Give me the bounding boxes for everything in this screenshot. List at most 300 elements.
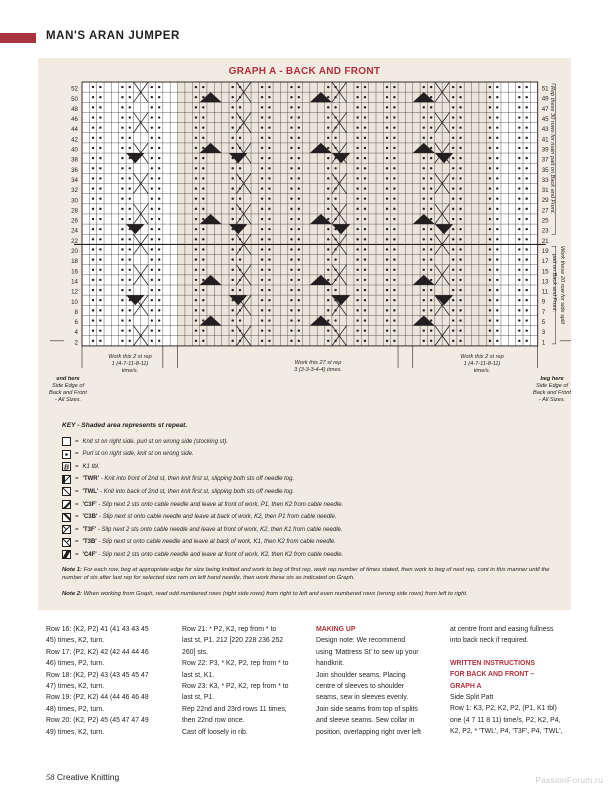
- purl-dot: [195, 228, 197, 230]
- purl-dot: [151, 238, 153, 240]
- purl-dot: [195, 177, 197, 179]
- purl-dot: [261, 269, 263, 271]
- key-description: [83, 489, 295, 495]
- purl-dot: [298, 279, 300, 281]
- purl-dot: [386, 187, 388, 189]
- row-label-right: 13: [541, 278, 549, 286]
- purl-dot: [129, 289, 131, 291]
- row-label-left: 46: [71, 116, 78, 124]
- purl-dot: [121, 238, 123, 240]
- purl-dot: [356, 309, 358, 311]
- purl-dot: [239, 106, 241, 108]
- purl-dot: [518, 340, 520, 342]
- purl-dot: [364, 177, 366, 179]
- purl-dot: [496, 167, 498, 169]
- purl-dot: [298, 208, 300, 210]
- middle-rep-note: [268, 360, 368, 374]
- purl-dot: [518, 329, 520, 331]
- magazine-name: Creative Knitting: [56, 772, 120, 782]
- purl-dot: [430, 258, 432, 260]
- purl-dot: [239, 289, 241, 291]
- purl-dot: [489, 269, 491, 271]
- purl-dot: [356, 96, 358, 98]
- purl-dot: [298, 289, 300, 291]
- purl-dot: [525, 116, 527, 118]
- purl-dot: [298, 157, 300, 159]
- purl-dot: [268, 248, 270, 250]
- purl-dot: [268, 187, 270, 189]
- col1-line: Row 18: (K2, P2) 43 (43 45 45 47: [46, 671, 149, 679]
- purl-dot: [364, 289, 366, 291]
- purl-dot: [261, 157, 263, 159]
- purl-dot: [525, 258, 527, 260]
- col2-line: then 22nd row once.: [182, 717, 245, 725]
- purl-dot: [489, 329, 491, 331]
- purl-dot: [195, 319, 197, 321]
- purl-dot: [158, 167, 160, 169]
- right-rep-note: [442, 354, 522, 375]
- row-label-left: 4: [74, 329, 78, 337]
- purl-dot: [327, 106, 329, 108]
- row-label-left: 36: [71, 166, 78, 174]
- purl-dot: [430, 319, 432, 321]
- row-label-left: 50: [71, 95, 78, 103]
- purl-dot: [261, 126, 263, 128]
- purl-dot: [202, 218, 204, 220]
- purl-dot: [158, 329, 160, 331]
- row-label-left: 18: [71, 258, 78, 266]
- key-equals: =: [75, 514, 79, 521]
- col2-line: Rep 22nd and 23rd rows 11 times,: [182, 705, 287, 713]
- purl-dot: [151, 137, 153, 139]
- purl-dot: [386, 167, 388, 169]
- purl-dot: [518, 279, 520, 281]
- col1-line: 45) times, K2, turn.: [46, 637, 105, 645]
- purl-dot: [518, 218, 520, 220]
- purl-dot: [298, 137, 300, 139]
- purl-dot: [298, 116, 300, 118]
- purl-dot: [195, 208, 197, 210]
- purl-dot: [496, 198, 498, 200]
- purl-dot: [393, 289, 395, 291]
- purl-dot: [430, 279, 432, 281]
- row-label-left: 52: [71, 85, 78, 93]
- purl-dot: [356, 329, 358, 331]
- purl-dot: [459, 116, 461, 118]
- key-stitch-text: - Slip next 2 sts onto cable needle and leave at front of work, K2, then K2 from cable needle.: [96, 551, 344, 558]
- key-description: [83, 539, 336, 545]
- left-rep-note: [90, 354, 170, 375]
- purl-dot: [290, 177, 292, 179]
- purl-dot: [92, 269, 94, 271]
- purl-dot: [430, 289, 432, 291]
- purl-dot: [195, 96, 197, 98]
- purl-dot: [459, 177, 461, 179]
- row-label-right: 41: [541, 136, 549, 144]
- key-equals: =: [75, 463, 79, 470]
- purl-dot: [99, 329, 101, 331]
- purl-dot: [452, 329, 454, 331]
- purl-dot: [525, 340, 527, 342]
- purl-dot: [99, 86, 101, 88]
- purl-dot: [496, 340, 498, 342]
- purl-dot: [356, 258, 358, 260]
- row-label-left: 28: [71, 207, 78, 215]
- purl-dot: [231, 187, 233, 189]
- key-stitch-name: 'T3F': [82, 526, 97, 533]
- purl-dot: [129, 258, 131, 260]
- purl-dot: [129, 147, 131, 149]
- row-label-right: 7: [541, 308, 546, 316]
- purl-dot: [459, 208, 461, 210]
- purl-dot: [92, 126, 94, 128]
- row-label-left: 24: [71, 227, 78, 235]
- row-label-left: 8: [74, 308, 78, 316]
- purl-dot: [92, 86, 94, 88]
- purl-dot: [268, 208, 270, 210]
- key-stitch-text: K1 tbl.: [82, 463, 100, 470]
- purl-dot: [489, 309, 491, 311]
- purl-dot: [496, 238, 498, 240]
- key-equals: =: [75, 438, 79, 445]
- key-stitch-name: 'T3B': [82, 539, 97, 546]
- purl-dot: [92, 228, 94, 230]
- purl-dot: [92, 157, 94, 159]
- purl-dot: [268, 319, 270, 321]
- purl-dot: [158, 289, 160, 291]
- purl-dot: [496, 319, 498, 321]
- col2-line: last st, K1.: [182, 671, 215, 679]
- purl-dot: [489, 106, 491, 108]
- purl-dot: [356, 167, 358, 169]
- purl-dot: [298, 86, 300, 88]
- key-item: [62, 512, 337, 523]
- purl-dot: [121, 329, 123, 331]
- purl-dot: [121, 187, 123, 189]
- purl-dot: [459, 228, 461, 230]
- purl-dot: [496, 299, 498, 301]
- row-label-left: 38: [71, 156, 78, 164]
- purl-dot: [129, 167, 131, 169]
- purl-dot: [518, 147, 520, 149]
- purl-dot: [158, 208, 160, 210]
- key-stitch-name: 'TWL': [82, 488, 99, 495]
- purl-dot: [364, 238, 366, 240]
- purl-dot: [386, 258, 388, 260]
- purl-dot: [92, 329, 94, 331]
- purl-dot: [121, 147, 123, 149]
- purl-dot: [99, 198, 101, 200]
- purl-dot: [496, 86, 498, 88]
- purl-dot: [423, 258, 425, 260]
- purl-dot: [489, 299, 491, 301]
- purl-dot: [231, 177, 233, 179]
- purl-dot: [268, 218, 270, 220]
- col1-line: Row 16: (K2, P2) 41 (41 43 43 45: [46, 626, 149, 633]
- purl-dot: [92, 248, 94, 250]
- row-label-right: 11: [541, 288, 549, 296]
- purl-dot: [430, 137, 432, 139]
- purl-dot: [430, 147, 432, 149]
- purl-dot: [129, 269, 131, 271]
- purl-dot: [356, 238, 358, 240]
- purl-dot: [518, 167, 520, 169]
- purl-dot: [231, 258, 233, 260]
- key-stitch-text: Knit st on right side, purl st on wrong side (stocking st).: [82, 438, 228, 445]
- purl-dot: [386, 309, 388, 311]
- purl-dot: [423, 340, 425, 342]
- purl-dot: [459, 248, 461, 250]
- purl-dot: [298, 126, 300, 128]
- purl-dot: [430, 228, 432, 230]
- blank-square-icon: [62, 437, 71, 446]
- purl-dot: [393, 269, 395, 271]
- purl-dot: [459, 258, 461, 260]
- purl-dot: [423, 309, 425, 311]
- purl-dot: [459, 147, 461, 149]
- purl-dot: [334, 167, 336, 169]
- purl-dot: [430, 106, 432, 108]
- purl-dot: [202, 228, 204, 230]
- purl-dot: [356, 319, 358, 321]
- purl-dot: [151, 177, 153, 179]
- purl-dot: [430, 299, 432, 301]
- purl-dot: [261, 279, 263, 281]
- purl-dot: [496, 218, 498, 220]
- purl-dot: [518, 208, 520, 210]
- key-description: [83, 527, 343, 533]
- key-equals: =: [75, 526, 79, 533]
- purl-dot: [158, 269, 160, 271]
- purl-dot: [525, 289, 527, 291]
- purl-dot: [239, 137, 241, 139]
- purl-dot: [158, 187, 160, 189]
- purl-dot: [99, 279, 101, 281]
- purl-dot: [202, 147, 204, 149]
- purl-dot: [364, 279, 366, 281]
- purl-dot: [290, 106, 292, 108]
- purl-dot: [393, 147, 395, 149]
- purl-dot: [202, 177, 204, 179]
- purl-dot: [452, 248, 454, 250]
- purl-dot: [99, 248, 101, 250]
- end-here-label: end here: [56, 376, 80, 382]
- purl-dot: [151, 258, 153, 260]
- purl-dot: [356, 289, 358, 291]
- purl-dot: [151, 96, 153, 98]
- row-label-right: 33: [541, 176, 549, 184]
- left-rep-line1: Work this 2 st rep: [108, 354, 152, 360]
- purl-dot: [92, 187, 94, 189]
- purl-dot: [129, 248, 131, 250]
- purl-dot: [364, 96, 366, 98]
- purl-dot: [268, 329, 270, 331]
- col2-line: Row 22: P3, * K2, P2, rep from * to: [182, 660, 289, 668]
- purl-dot: [327, 218, 329, 220]
- purl-dot: [158, 299, 160, 301]
- key-stitch-text: - Knit into front of 2nd st, then knit first st, slipping both sts off needle tog.: [99, 476, 295, 483]
- purl-dot: [496, 126, 498, 128]
- purl-dot: [151, 228, 153, 230]
- purl-dot: [121, 198, 123, 200]
- purl-dot: [393, 187, 395, 189]
- purl-dot: [364, 269, 366, 271]
- purl-dot: [364, 187, 366, 189]
- purl-dot: [290, 198, 292, 200]
- purl-dot: [386, 126, 388, 128]
- purl-dot: [459, 319, 461, 321]
- purl-dot: [393, 319, 395, 321]
- purl-dot: [231, 126, 233, 128]
- purl-dot: [525, 86, 527, 88]
- purl-dot: [525, 309, 527, 311]
- note-1-text: For each row, beg at appropriate edge for size being knitted and work to beg of first rep, work rep number of times stated, then work to beg of next rep, cont in this manner until the number of sts after last rep for selected size rem on left hand needle, then work these sts as indicated on Graph.: [62, 567, 550, 581]
- purl-dot: [423, 198, 425, 200]
- purl-dot: [298, 258, 300, 260]
- purl-dot: [496, 137, 498, 139]
- purl-dot: [195, 309, 197, 311]
- purl-dot: [261, 167, 263, 169]
- purl-dot: [327, 187, 329, 189]
- purl-dot: [452, 340, 454, 342]
- column-2: [182, 624, 302, 738]
- purl-dot: [423, 106, 425, 108]
- purl-dot: [92, 319, 94, 321]
- purl-dot: [195, 157, 197, 159]
- purl-dot: [268, 299, 270, 301]
- page-header-title: MAN'S ARAN JUMPER: [46, 30, 180, 42]
- purl-dot: [99, 167, 101, 169]
- col3-line: Join shoulder seams. Placing: [316, 671, 406, 679]
- purl-dot: [129, 96, 131, 98]
- purl-dot: [525, 218, 527, 220]
- purl-dot: [423, 329, 425, 331]
- row-label-left: 12: [71, 288, 78, 296]
- purl-dot: [268, 167, 270, 169]
- purl-dot: [327, 279, 329, 281]
- key-description: [83, 476, 295, 482]
- purl-dot: [364, 147, 366, 149]
- row-label-right: 43: [541, 126, 549, 134]
- purl-dot: [290, 218, 292, 220]
- purl-dot: [452, 137, 454, 139]
- purl-dot: [121, 167, 123, 169]
- purl-dot: [327, 289, 329, 291]
- purl-dot: [459, 96, 461, 98]
- purl-dot: [430, 116, 432, 118]
- purl-dot: [92, 258, 94, 260]
- purl-dot: [496, 228, 498, 230]
- purl-dot: [195, 269, 197, 271]
- row-label-right: 35: [541, 166, 549, 174]
- purl-dot: [158, 238, 160, 240]
- purl-dot: [459, 340, 461, 342]
- purl-dot: [202, 238, 204, 240]
- purl-dot: [327, 147, 329, 149]
- purl-dot: [489, 116, 491, 118]
- purl-dot: [452, 208, 454, 210]
- purl-dot: [121, 137, 123, 139]
- purl-dot: [268, 106, 270, 108]
- purl-dot: [327, 208, 329, 210]
- purl-dot: [393, 238, 395, 240]
- purl-dot: [386, 340, 388, 342]
- purl-dot: [423, 116, 425, 118]
- purl-dot: [92, 137, 94, 139]
- purl-dot: [327, 116, 329, 118]
- purl-dot: [364, 228, 366, 230]
- purl-dot: [489, 187, 491, 189]
- purl-dot: [121, 248, 123, 250]
- purl-dot: [393, 279, 395, 281]
- purl-dot: [423, 269, 425, 271]
- purl-dot: [459, 137, 461, 139]
- beg-here-line4: - All Sizes.: [538, 397, 566, 403]
- purl-dot: [268, 116, 270, 118]
- purl-dot: [158, 228, 160, 230]
- purl-dot: [290, 126, 292, 128]
- key-item: [62, 499, 343, 510]
- purl-dot: [356, 116, 358, 118]
- purl-dot: [452, 319, 454, 321]
- purl-dot: [452, 269, 454, 271]
- purl-dot: [364, 309, 366, 311]
- purl-dot: [158, 116, 160, 118]
- purl-dot: [525, 279, 527, 281]
- purl-dot: [452, 106, 454, 108]
- purl-dot: [386, 319, 388, 321]
- purl-dot: [231, 238, 233, 240]
- purl-dot: [423, 137, 425, 139]
- purl-dot: [489, 126, 491, 128]
- right-rep-line3: time/s.: [473, 368, 491, 374]
- purl-dot: [151, 309, 153, 311]
- purl-dot: [518, 187, 520, 189]
- purl-dot: [129, 86, 131, 88]
- purl-dot: [393, 258, 395, 260]
- purl-dot: [364, 218, 366, 220]
- c3b-icon: [62, 513, 71, 522]
- purl-dot: [298, 238, 300, 240]
- purl-dot: [386, 248, 388, 250]
- purl-dot: [356, 218, 358, 220]
- key-item: [62, 461, 100, 472]
- purl-dot: [364, 248, 366, 250]
- col2-line: last st, P1. 212 [220 228 236 252: [182, 637, 284, 645]
- row-label-right: 39: [541, 146, 549, 154]
- purl-dot: [452, 86, 454, 88]
- purl-dot: [364, 329, 366, 331]
- right-rep-line1: Work this 2 st rep: [460, 354, 504, 360]
- purl-dot: [121, 258, 123, 260]
- column-4: [450, 624, 590, 738]
- purl-dot: [386, 177, 388, 179]
- purl-dot: [356, 137, 358, 139]
- key-stitch-name: 'C3F': [82, 501, 97, 508]
- purl-dot: [261, 238, 263, 240]
- purl-dot: [386, 106, 388, 108]
- purl-dot: [518, 248, 520, 250]
- purl-dot: [158, 198, 160, 200]
- purl-dot: [525, 126, 527, 128]
- purl-dot: [202, 340, 204, 342]
- key-stitch-text: - Knit into back of 2nd st, then knit first st, slipping both sts off needle tog.: [98, 488, 295, 495]
- purl-dot: [151, 147, 153, 149]
- row-label-right: 3: [541, 329, 546, 337]
- purl-dot: [290, 269, 292, 271]
- purl-dot: [231, 329, 233, 331]
- purl-dot: [158, 258, 160, 260]
